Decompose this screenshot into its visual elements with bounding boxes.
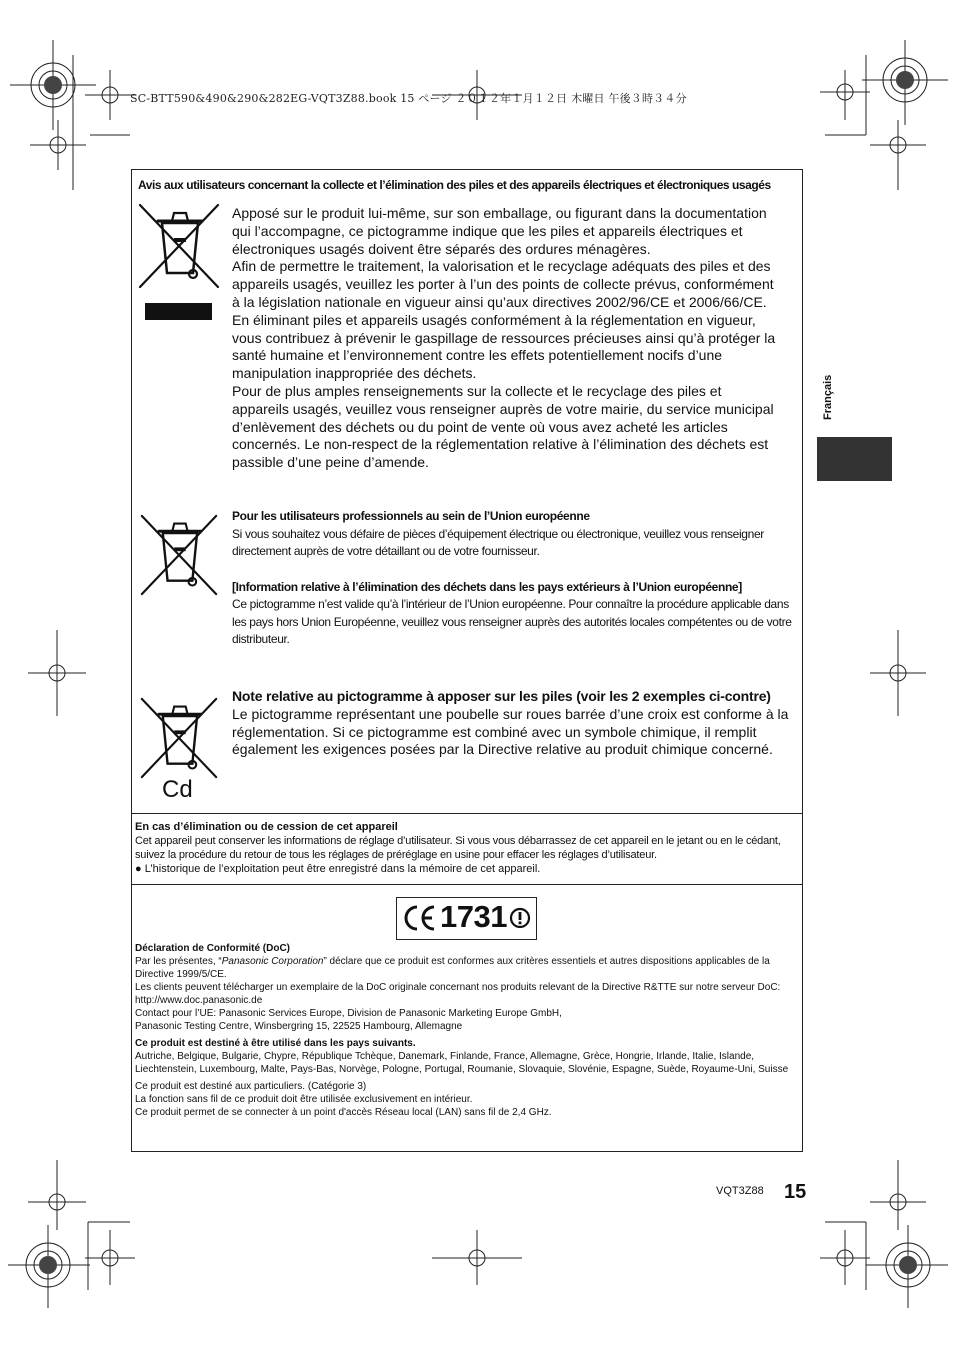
- section-divider-1: [131, 813, 803, 814]
- doc-company: Panasonic Corporation: [221, 956, 324, 967]
- doc-declaration-post: ” déclare que ce produit est conformes aux critères essentiels et autres dispositions applicables de la Directive 1999/5/CE.: [135, 956, 770, 980]
- cadmium-symbol: Cd: [162, 776, 193, 803]
- ce-mark-icon: [403, 903, 437, 933]
- book-header-line: SC-BTT590&490&290&282EG-VQT3Z88.book 15 ページ ２０１２年１月１２日 木曜日 午後３時３４分: [130, 92, 687, 105]
- doc-contact: Contact pour l’UE: Panasonic Services Europe, Division de Panasonic Marketing Europe GmbH,: [135, 1008, 562, 1019]
- document-code: VQT3Z88: [716, 1185, 764, 1197]
- alert-mark-icon: [509, 907, 531, 929]
- language-tab: [817, 437, 892, 481]
- bullet-icon: ●: [135, 863, 142, 875]
- section1-paragraph: En éliminant piles et appareils usagés conformément à la réglementation en vigueur, vous contribuez à prévenir le gaspillage de ressources précieuses ainsi qu’à protéger la santé humaine et l’environnement contre les effets potentiellement nocifs d’une manipulation inappropriée des déchets.: [232, 311, 776, 382]
- outside-eu-text: Ce pictogramme n’est valide qu’à l’intérieur de l’Union européenne. Pour connaître la procédure applicable dans les pays hors Union Européenne, veuillez vous renseigner auprès des autorités locales compétentes ou de votre distributeur.: [232, 597, 792, 646]
- battery-title: Note relative au pictogramme à apposer sur les piles (voir les 2 exemples ci-contre): [232, 688, 771, 704]
- section1-title: Avis aux utilisateurs concernant la collecte et l’élimination des piles et des appareils électriques et électroniques usagés: [138, 178, 771, 192]
- outside-eu-title: [Information relative à l’élimination des déchets dans les pays extérieurs à l’Union européenne]: [232, 579, 742, 594]
- disposal-title: En cas d’élimination ou de cession de cet appareil: [135, 821, 398, 833]
- doc-download: Les clients peuvent télécharger un exemplaire de la DoC originale concernant nos produits relevant de la Directive R&TTE sur notre serveur DoC:: [135, 982, 781, 993]
- section1-paragraph: Apposé sur le produit lui-même, sur son emballage, ou figurant dans la documentation qui l’accompagne, ce pictogramme indique que les piles et appareils électriques et électroniques usagés doivent être séparés des ordures ménagères.: [232, 205, 767, 257]
- doc-declaration-pre: Par les présentes, “: [135, 956, 222, 967]
- battery-block: [232, 688, 794, 759]
- indoor-use: La fonction sans fil de ce produit doit être utilisée exclusivement en intérieur.: [135, 1094, 473, 1105]
- crossed-bin-icon: [138, 514, 220, 596]
- disposal-section: [135, 820, 801, 876]
- separator-bar: [145, 303, 212, 320]
- section1-paragraph: Pour de plus amples renseignements sur la collecte et le recyclage des piles et appareils usagés, veuillez vous renseigner auprès de votre mairie, du service municipal d’enlèvement des déchets ou du point de vente où vous avez acheté les articles concernés. Le non-respect de la réglementation relative à l’élimination des déchets est passible d’une peine d’amende.: [232, 382, 774, 471]
- professional-title: Pour les utilisateurs professionnels au sein de l’Union européenne: [232, 509, 590, 523]
- doc-title: Déclaration de Conformité (DoC): [135, 943, 291, 954]
- professional-block: [232, 508, 792, 649]
- section-divider-2: [131, 884, 803, 885]
- disposal-bullet-text: L’historique de l’exploitation peut être enregistré dans la mémoire de cet appareil.: [144, 863, 541, 875]
- ce-number: 1731: [440, 899, 507, 934]
- crossed-bin-icon: [138, 697, 220, 779]
- countries-title: Ce produit est destiné à être utilisé dans les pays suivants.: [135, 1038, 416, 1049]
- section1-body: [232, 205, 780, 472]
- language-label: Français: [822, 374, 834, 420]
- usage-category: Ce produit est destiné aux particuliers. (Catégorie 3): [135, 1081, 367, 1092]
- battery-text: Le pictogramme représentant une poubelle sur roues barrée d’une croix est conforme à la réglementation. Si ce pictogramme est combiné avec un symbole chimique, il remplit également les exigences posées par la Directive relative au produit chimique concerné.: [232, 705, 789, 758]
- doc-declaration: [135, 955, 799, 981]
- doc-section: [135, 942, 799, 1119]
- disposal-bullet: [135, 862, 801, 876]
- crossed-bin-icon: [138, 203, 220, 289]
- countries-list: Autriche, Belgique, Bulgarie, Chypre, République Tchèque, Danemark, Finlande, France, Allemagne, Grèce, Hongrie, Irlande, Italie, Islande, Liechtenstein, Luxembourg, Malte, Pays-Bas, Norvège, Pologne, Portugal, Roumanie, Slovaquie, Slovénie, Espagne, Suède, Royaume-Uni, Suisse: [135, 1051, 789, 1075]
- wlan-note: Ce produit permet de se connecter à un point d'accès Réseau local (LAN) sans fil de 2,4 GHz.: [135, 1107, 552, 1118]
- professional-text: Si vous souhaitez vous défaire de pièces d’équipement électrique ou électronique, veuillez vous renseigner directement auprès de votre détaillant ou de votre fournisseur.: [232, 526, 764, 558]
- doc-url[interactable]: http://www.doc.panasonic.de: [135, 995, 263, 1006]
- section1-paragraph: Afin de permettre le traitement, la valorisation et le recyclage adéquats des piles et des appareils usagés, veuillez les porter à l’un des points de collecte prévus, conformément à la législation nationale en vigueur ainsi qu’aux directives 2002/96/CE et 2006/66/CE.: [232, 258, 774, 310]
- doc-contact-address: Panasonic Testing Centre, Winsbergring 15, 22525 Hambourg, Allemagne: [135, 1021, 463, 1032]
- page-number: 15: [784, 1181, 807, 1203]
- disposal-text: Cet appareil peut conserver les informations de réglage d’utilisateur. Si vous vous débarrassez de cet appareil en le jetant ou en le cédant, suivez la procédure du retour de tous les réglages de préréglage en usine pour effacer les réglages d’utilisateur.: [135, 835, 781, 861]
